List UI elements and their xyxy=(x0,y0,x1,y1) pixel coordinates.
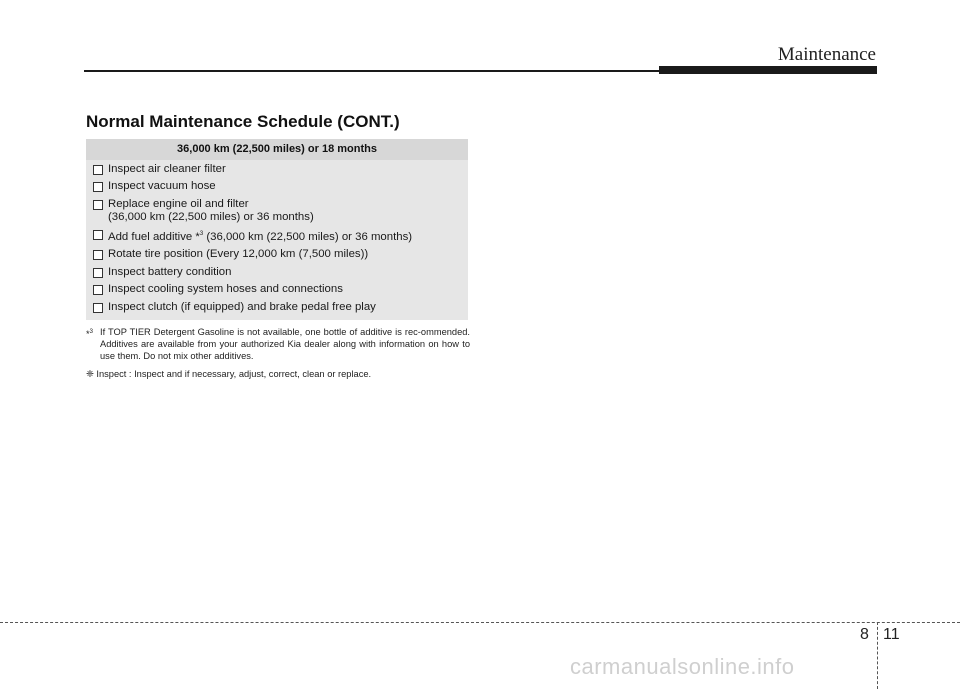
schedule-item-subtext: (36,000 km (22,500 miles) or 36 months) xyxy=(108,210,314,223)
schedule-item xyxy=(92,198,468,224)
footnote xyxy=(86,326,470,362)
checkbox-icon xyxy=(93,285,103,295)
schedule-table-header: 36,000 km (22,500 miles) or 18 months xyxy=(86,139,468,160)
chapter-number: 8 xyxy=(860,626,869,643)
checkbox-icon xyxy=(93,268,103,278)
page-header-title: Maintenance xyxy=(777,44,876,65)
footer-vertical-rule xyxy=(877,622,878,689)
header-rule xyxy=(84,70,659,72)
schedule-item-text: Add fuel additive * xyxy=(108,230,200,243)
schedule-item-text: Inspect clutch (if equipped) and brake pedal free play xyxy=(108,300,376,313)
schedule-item-text: Rotate tire position (Every 12,000 km (7,500 miles)) xyxy=(108,248,369,261)
footer-rule xyxy=(0,622,960,623)
schedule-table xyxy=(86,139,468,320)
watermark: carmanualsonline.info xyxy=(570,654,795,679)
checkbox-icon xyxy=(93,230,103,240)
schedule-item xyxy=(92,248,468,261)
checkbox-icon xyxy=(93,200,103,210)
schedule-items xyxy=(86,160,468,314)
checkbox-icon xyxy=(93,250,103,260)
section-heading: Normal Maintenance Schedule (CONT.) xyxy=(86,112,400,131)
schedule-item-text-rest: (36,000 km (22,500 miles) or 36 months) xyxy=(203,230,413,243)
checkbox-icon xyxy=(93,303,103,313)
schedule-item-text: Inspect vacuum hose xyxy=(108,180,216,193)
schedule-item xyxy=(92,266,468,279)
schedule-item xyxy=(92,301,468,314)
inspect-note: ❈ Inspect : Inspect and if necessary, adjust, correct, clean or replace. xyxy=(86,369,372,379)
footnote-marker: *$^3$ xyxy=(86,329,93,340)
header-tab-bar xyxy=(659,66,877,74)
checkbox-icon xyxy=(93,182,103,192)
schedule-item-text: Inspect cooling system hoses and connections xyxy=(108,283,343,296)
schedule-item-text: Inspect air cleaner filter xyxy=(108,163,226,175)
footnote-text: If TOP TIER Detergent Gasoline is not available, one bottle of additive is rec-ommended. Additives are available from your authorized Kia dealer along with information on how to use them. Do not mix other additives. xyxy=(100,327,470,361)
schedule-item-text: Inspect battery condition xyxy=(108,265,232,278)
checkbox-icon xyxy=(93,165,103,175)
schedule-item xyxy=(92,163,468,176)
schedule-item xyxy=(92,180,468,193)
schedule-item xyxy=(92,283,468,296)
footnote-ref: 3 xyxy=(199,231,204,238)
page-number: 11 xyxy=(883,626,900,643)
schedule-item-text: Replace engine oil and filter xyxy=(108,197,249,210)
schedule-item xyxy=(92,228,468,244)
